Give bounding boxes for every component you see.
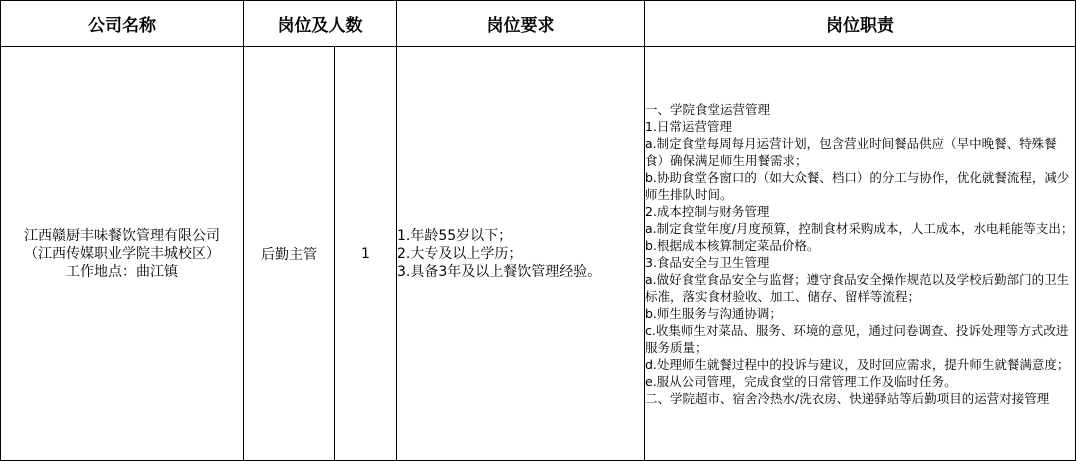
requirement-item: 2.大专及以上学历； [397, 245, 523, 262]
duty-item: 3.食品安全与卫生管理 [645, 254, 770, 270]
company-name: 江西赣厨丰味餐饮管理有限公司 [24, 227, 220, 244]
company-campus: （江西传媒职业学院丰城校区） [24, 245, 220, 262]
duty-item: e.服从公司管理，完成食堂的日常管理工作及临时任务。 [645, 373, 957, 389]
header-row [1, 1, 1076, 47]
duty-item: 1.日常运营管理 [645, 118, 732, 134]
header-requirements: 岗位要求 [397, 1, 645, 47]
requirement-item: 3.具备3年及以上餐饮管理经验。 [397, 263, 602, 280]
work-location: 工作地点：曲江镇 [66, 263, 178, 280]
duty-item: c.收集师生对菜品、服务、环境的意见，通过问卷调查、投诉处理等方式改进服务质量； [645, 322, 1069, 355]
requirement-item: 1.年龄55岁以下； [397, 227, 513, 244]
requirements-cell [397, 47, 645, 461]
header-duties: 岗位职责 [645, 1, 1076, 47]
duty-item: a.做好食堂食品安全与监督；遵守食品安全操作规范以及学校后勤部门的卫生标准，落实食材验收、加工、储存、留样等流程； [645, 271, 1070, 304]
duty-item: b.根据成本核算制定菜品价格。 [645, 237, 820, 253]
duty-item: b.协助食堂各窗口的（如大众餐、档口）的分工与协作，优化就餐流程，减少师生排队时间。 [645, 169, 1070, 202]
header-company: 公司名称 [1, 1, 244, 47]
duty-item: b.师生服务与沟通协调； [645, 305, 782, 321]
duty-item: 二、学院超市、宿舍冷热水/洗衣房、快递驿站等后勤项目的运营对接管理 [645, 390, 1050, 406]
duty-item: a.制定食堂每周每月运营计划，包含营业时间餐品供应（早中晚餐、特殊餐食）确保满足师生用餐需求； [645, 135, 1057, 168]
duties-cell [645, 47, 1076, 461]
headcount-cell: 1 [335, 47, 397, 461]
duty-item: d.处理师生就餐过程中的投诉与建议，及时回应需求，提升师生就餐满意度； [645, 356, 1070, 372]
duty-item: 2.成本控制与财务管理 [645, 203, 770, 219]
table-row [1, 47, 1076, 461]
duty-item: 一、学院食堂运营管理 [645, 101, 771, 117]
position-cell: 后勤主管 [244, 47, 335, 461]
duty-item: a.制定食堂年度/月度预算，控制食材采购成本，人工成本，水电耗能等支出； [645, 220, 1074, 236]
header-position-count: 岗位及人数 [244, 1, 397, 47]
company-cell [1, 47, 244, 461]
